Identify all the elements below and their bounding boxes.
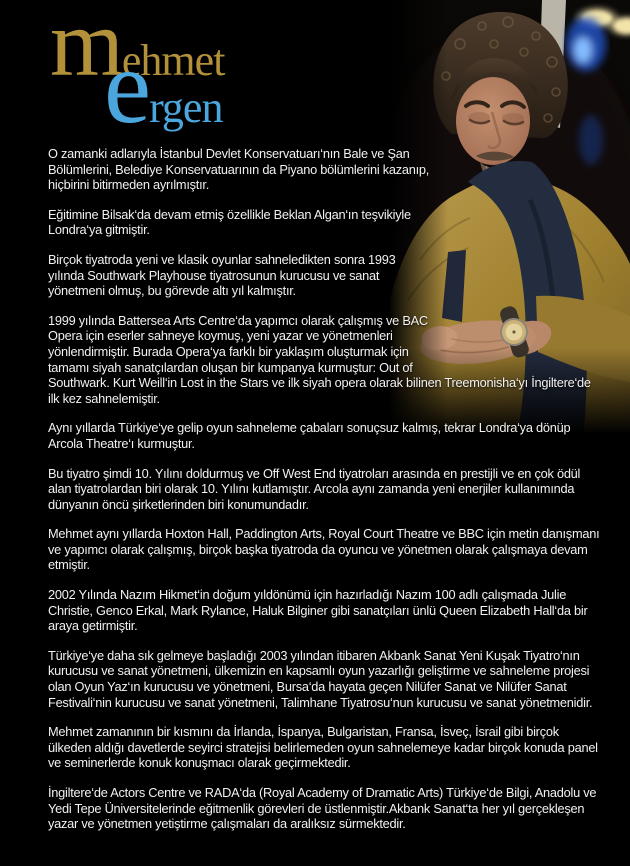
title-rest-ehmet: ehmet [121,36,225,85]
title-initial-e: e [104,28,150,145]
photo-spacer [434,146,604,372]
title-initial-m: m [50,0,122,96]
bio-paragraph: Mehmet zamanının bir kısmını da İrlanda, İspanya, Bulgaristan, Fransa, İsveç, İsrail gibi birçok ülkeden aldığı davetlerde seyirci stratejisi belirlemeden oyun sahnelemeye kadar birçok konuda panel ve seminerlerde konuk konuşmacı olarak geçirmektedir. [48,724,598,771]
bio-paragraph: Bu tiyatro şimdi 10. Yılını doldurmuş ve Off West End tiyatroları arasında en prestijli ve en çok ödül alan tiyatrolardan biri olarak 10. Yılını kutlamıştır. Arcola aynı zamanda yeni enerjiler kullanımında dünyanın öncü şirketlerinden biri konumundadır. [48,465,581,512]
bio-paragraph: 1999 yılında Battersea Arts Centre‘da yapımcı olarak çalışmış ve BAC Opera için eserler sahneye koymuş, yeni yazar ve yönetmenleri yönlendirmiştir. Burada Opera‘ya farklı bir yaklaşım oluşturmak için tamamı siyah sanatçılardan oluşan bir kumpanya kurmuştur: Out of Southwark. Kurt Weill‘in Lost in the Stars ve ilk siyah opera olarak bilinen Treemonisha‘yı İngiltere‘de ilk kez sahnelemiştir. [48,312,591,406]
bio-paragraph: Aynı yıllarda Türkiye‘ye gelip oyun sahneleme çabaları sonuçsuz kalmış, tekrar Londra‘ya dönüp Arcola Theatre‘ı kurmuştur. [48,420,571,451]
title-last-name [104,28,223,145]
bio-paragraph: O zamanki adlarıyla İstanbul Devlet Konservatuarı‘nın Bale ve Şan Bölümlerini, Belediye Konservatuarının da Piyano bölümlerini kazanıp, hiçbirini bitirmeden ayrılmıştır. [48,146,430,193]
bio-paragraph: İngiltere‘de Actors Centre ve RADA‘da (Royal Academy of Dramatic Arts) Türkiye‘de Bilgi, Anadolu ve Yedi Tepe Üniversitelerinde eğitmenlik görevleri de üstlenmiştir.Akbank Sanat‘ta her yıl gerçekleşen yazar ve yönetmen yetiştirme çalışmaları da aralıksız sürmektedir. [48,785,597,832]
title-rest-rgen: rgen [149,83,223,132]
bio-paragraph: Eğitimine Bilsak‘da devam etmiş özellikle Beklan Algan‘ın teşvikiyle Londra‘ya gitmiştir. [48,206,411,238]
bio-paragraph: Birçok tiyatroda yeni ve klasik oyunlar sahneledikten sonra 1993 yılında Southwark Playhouse tiyatrosunun kurucusu ve sanat yönetmeni olmuş, bu görevde altı yıl kalmıştır. [48,251,396,299]
bio-paragraph: Türkiye‘ye daha sık gelmeye başladığı 2003 yılından itibaren Akbank Sanat Yeni Kuşak Tiyatro‘nın kurucusu ve sanat yönetmeni, ülkemizin en kapsamlı oyun yazarlığı geliştirme ve sahneleme projesi olan Oyun Yaz‘ın kurucusu ve yönetmeni, Bursa‘da hayata geçen Nilüfer Sanat ve Nilüfer Sanat Festivali‘nin kurucusu ve sanat yönetmeni, Talimhane Tiyatrosu‘nun kurucusu ve sanat yönetmenidir. [48,647,593,710]
bio-paragraph: Mehmet aynı yıllarda Hoxton Hall, Paddington Arts, Royal Court Theatre ve BBC için metin danışmanı ve yapımcı olarak çalışmış, birçok başka tiyatroda da oyuncu ve yönetmen olarak çalışmaya devam etmiştir. [48,526,600,573]
bio-paragraph: 2002 Yılında Nazım Hikmet‘in doğum yıldönümü için hazırladığı Nazım 100 adlı çalışmada Julie Christie, Genco Erkal, Mark Rylance, Haluk Bilginer gibi sanatçıları ünlü Queen Elizabeth Hall‘da bir araya getirmiştir. [48,587,588,634]
